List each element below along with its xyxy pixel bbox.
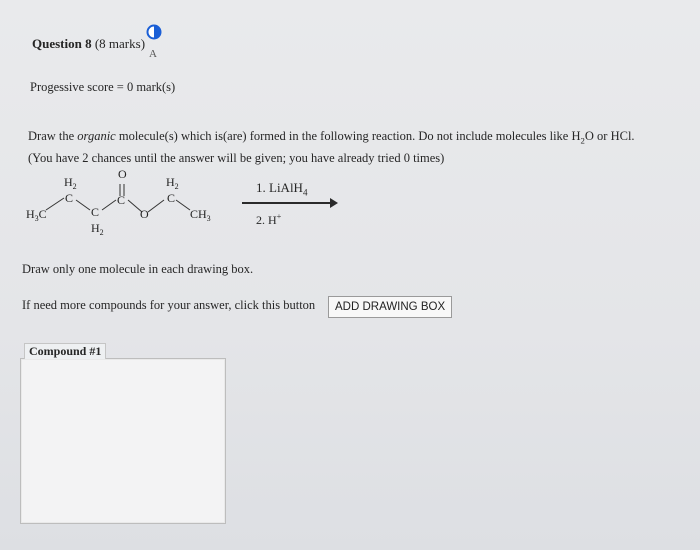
instr-attempts: (You have 2 chances until the answer will be given; you have already tried 0 times): [28, 150, 445, 165]
reagent-step-1: 1. LiAlH$_4$: [256, 180, 308, 198]
h2-label-2: $H_2$: [91, 221, 104, 237]
question-header: [32, 36, 145, 52]
h2-label-3: $H_2$: [166, 175, 179, 191]
compound-drawing-box[interactable]: [20, 358, 226, 524]
question-marks: (8 marks): [94, 36, 146, 51]
ester-oxygen: O: [140, 207, 149, 221]
carbonyl-oxygen: O: [118, 167, 127, 181]
carbon-3: C: [117, 193, 126, 207]
reagent-step-2: 2. H+: [256, 212, 282, 227]
progressive-score: Progessive score = 0 mark(s): [30, 80, 176, 94]
carbon-1: C: [65, 191, 74, 205]
need-more-text: If need more compounds for your answer, click this button: [22, 298, 316, 312]
instr-h2o-sub: 2: [580, 135, 585, 146]
compound-label: Compound #1: [24, 343, 106, 359]
carbon-2: C: [91, 205, 100, 219]
instr-text-b: molecule(s) which is(are) formed in the following reaction. Do not include molecules like H: [115, 129, 581, 143]
instr-text-a: Draw the: [28, 129, 78, 143]
carbon-4: C: [167, 191, 176, 205]
draw-one-instruction: Draw only one molecule in each drawing box.: [22, 262, 254, 276]
reaction-arrow-line: [242, 202, 334, 204]
add-drawing-box-button[interactable]: ADD DRAWING BOX: [328, 296, 452, 318]
instr-text-c: O or HCl.: [584, 129, 635, 143]
half-circle-status-icon: [146, 24, 162, 40]
h3c-label: $H_3C$: [26, 207, 47, 223]
h2-label-1: $H_2$: [64, 175, 77, 191]
attempt-letter: A: [149, 48, 157, 60]
reactant-molecule: [24, 160, 354, 240]
ch3-label: $CH_3$: [190, 207, 211, 223]
instr-organic: organic: [77, 129, 116, 143]
question-title: Question 8: [32, 36, 92, 51]
reaction-arrow-icon: [330, 198, 338, 208]
